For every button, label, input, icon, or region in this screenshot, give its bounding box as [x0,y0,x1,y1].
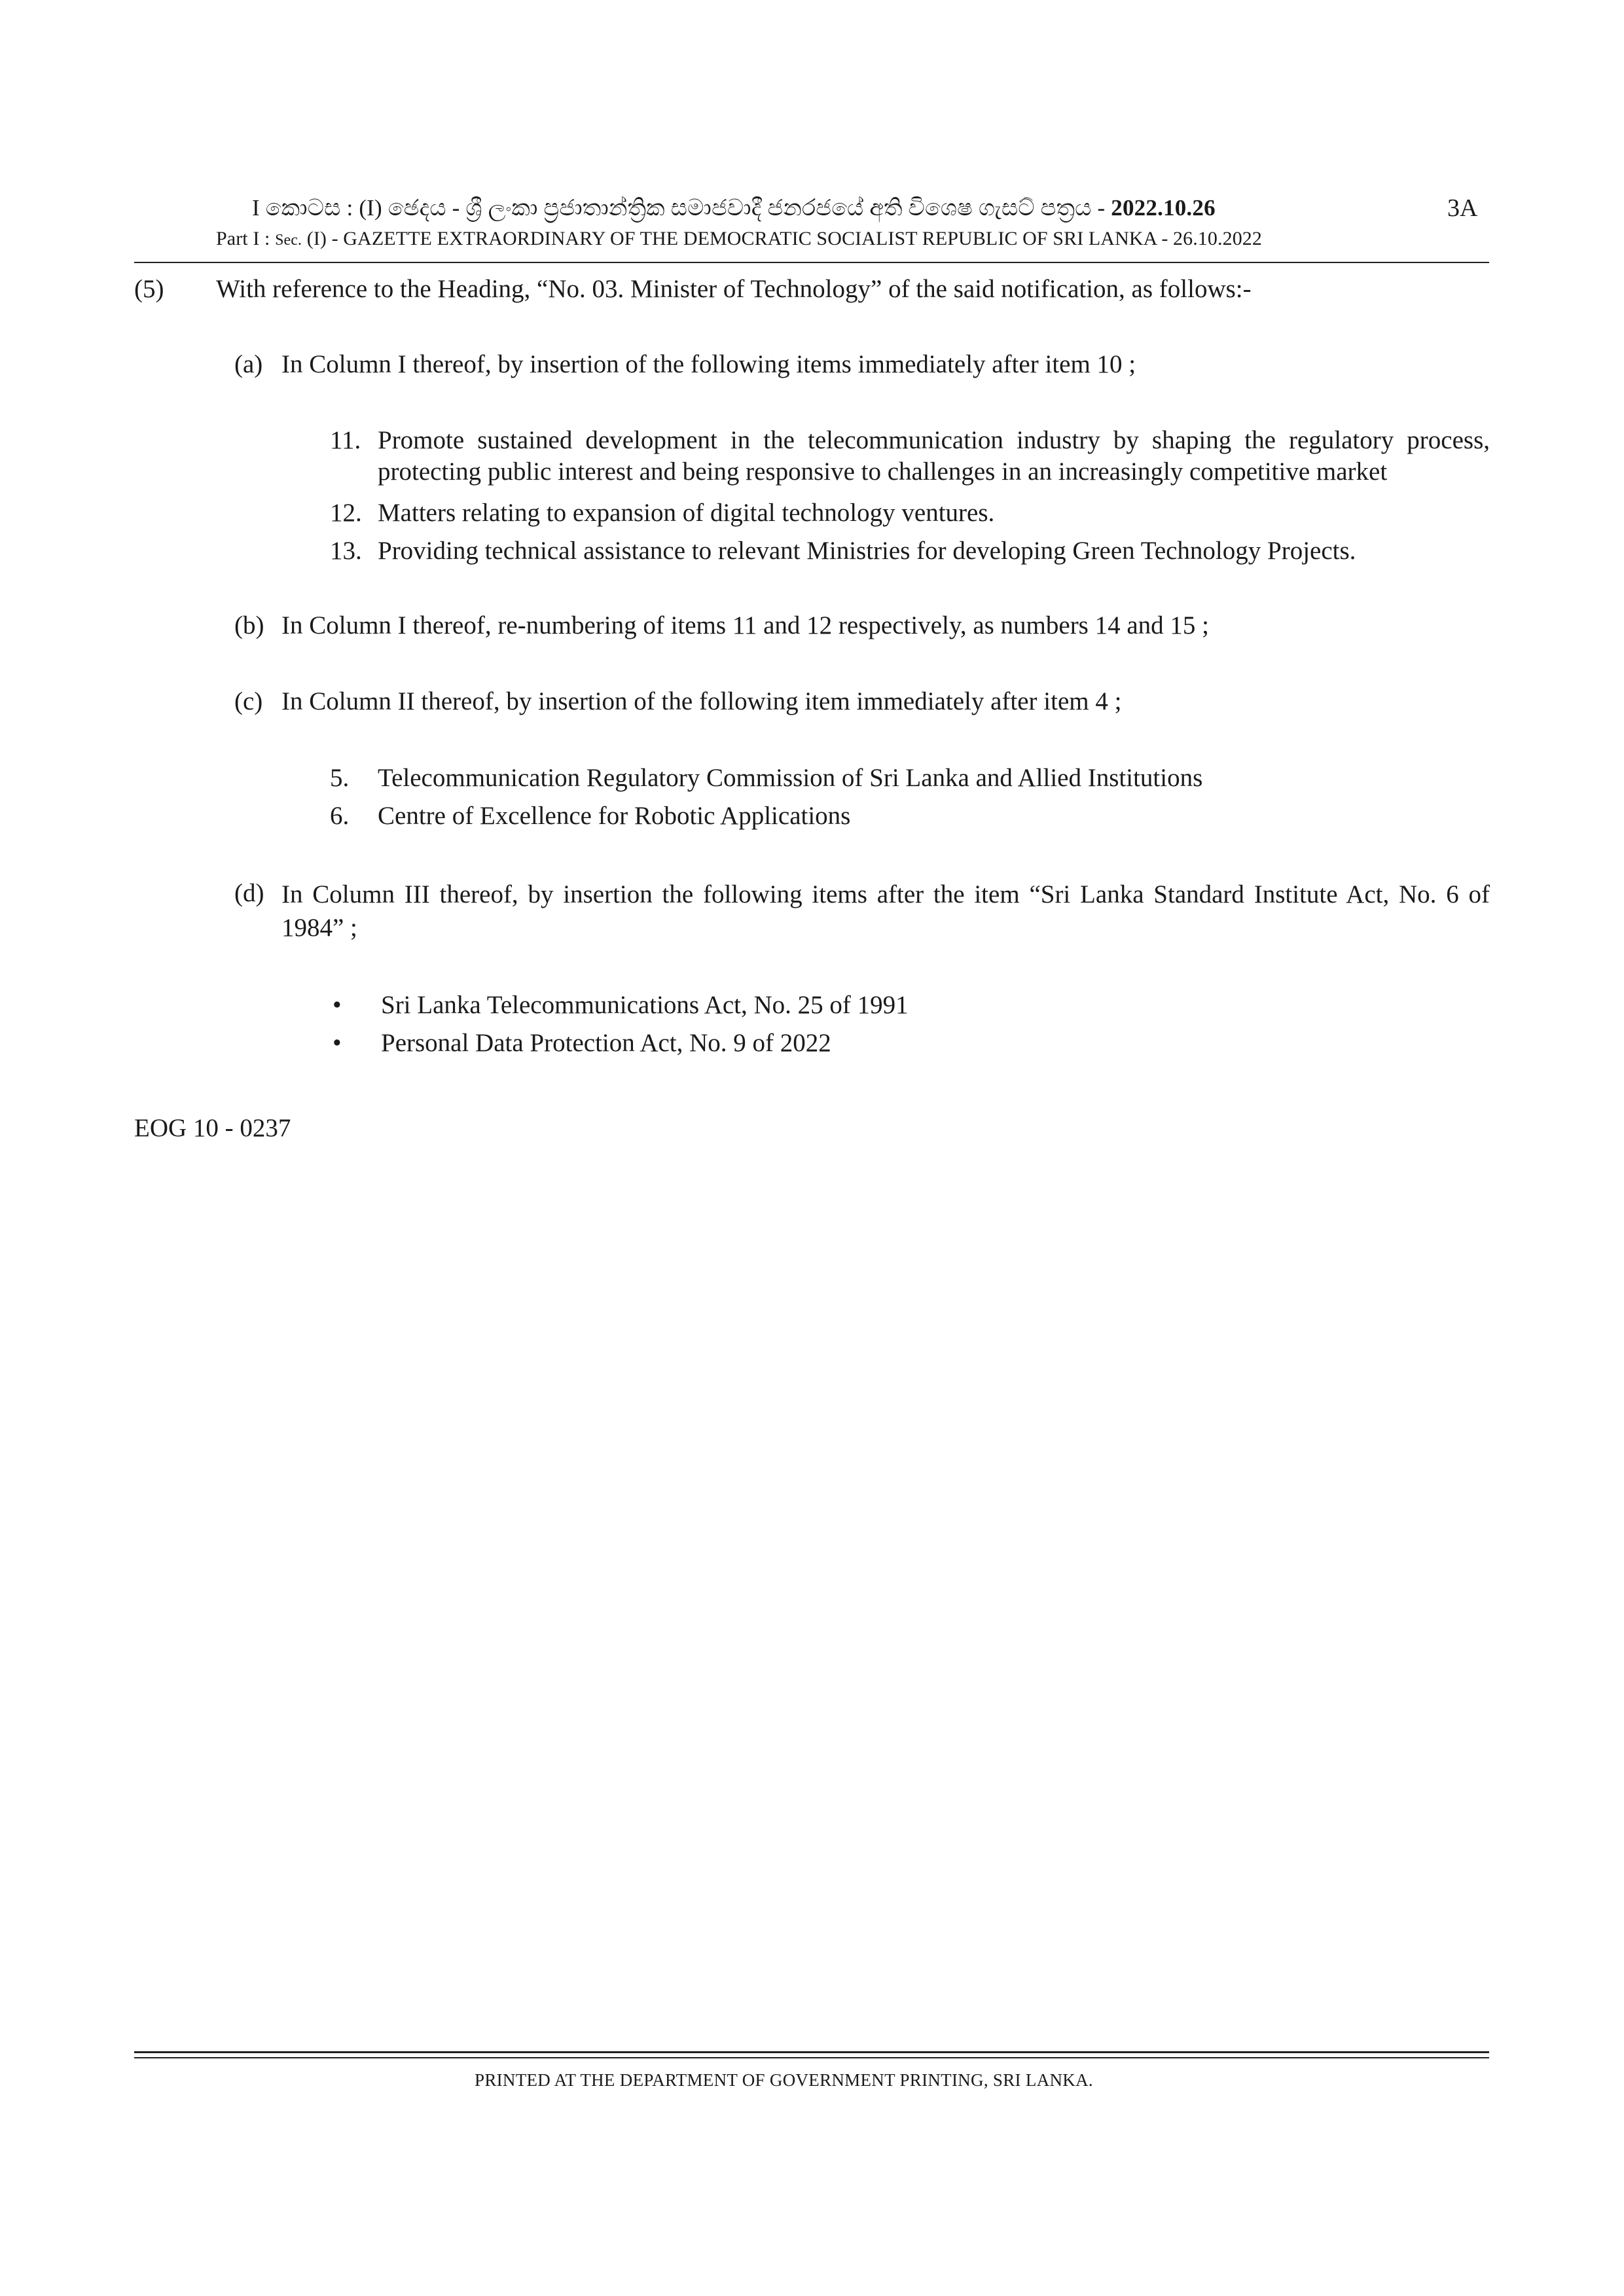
header-divider [134,262,1489,263]
section-number: (5) [134,275,164,303]
header-sec: Sec. [275,232,302,249]
header-part-number: I : [247,228,276,249]
subsection-c-label: (c) [234,687,263,715]
footer-divider-bottom [134,2057,1489,2058]
subsection-c-text: In Column II thereof, by insertion of the following item immediately after item 4 ; [281,687,1122,715]
subsection-d-text: In Column III thereof, by insertion the following items after the item “Sri Lanka Standard Institute Act, No. 6 of 1984” ; [281,880,1490,942]
bullet-marker: • [333,991,342,1019]
bullet-marker: • [333,1029,342,1057]
item-5-text: Telecommunication Regulatory Commission of Sri Lanka and Allied Institutions [378,764,1203,792]
footer-printer: PRINTED AT THE DEPARTMENT OF GOVERNMENT PRINTING, SRI LANKA. [475,2070,1093,2090]
item-12-number: 12. [330,499,362,527]
subsection-a-label: (a) [234,350,263,378]
header-english-line [216,228,1262,250]
header-english-title: (I) - GAZETTE EXTRAORDINARY OF THE DEMOCRATIC SOCIALIST REPUBLIC OF SRI LANKA - 26.10.2022 [302,228,1263,249]
item-5-number: 5. [330,764,350,792]
header-sinhala-line [252,195,1216,221]
item-6-number: 6. [330,802,350,830]
item-11-number: 11. [330,426,361,454]
bullet-item-telecom-act: Sri Lanka Telecommunications Act, No. 25 of 1991 [381,991,909,1019]
item-6-text: Centre of Excellence for Robotic Applications [378,802,851,830]
subsection-b-label: (b) [234,611,264,639]
subsection-a-text: In Column I thereof, by insertion of the following items immediately after item 10 ; [281,350,1136,378]
header-part: Part [216,228,248,249]
document-reference: EOG 10 - 0237 [134,1114,291,1142]
item-11-text: Promote sustained development in the telecommunication industry by shaping the regulatory process, protecting public interest and being responsive to challenges in an increasingly competitive market [378,426,1490,486]
item-13-text: Providing technical assistance to relevant Ministries for developing Green Technology Projects. [378,537,1356,565]
section-intro: With reference to the Heading, “No. 03. Minister of Technology” of the said notification, as follows:- [216,275,1252,303]
footer-divider-top [134,2051,1489,2053]
subsection-b-text: In Column I thereof, re-numbering of items 11 and 12 respectively, as numbers 14 and 15 ; [281,611,1210,639]
header-sinhala-text: I කොටස : (I) ඡෙදය - ශ්‍රී ලංකා ප්‍රජාතාන්ත්‍රික සමාජවාදී ජනරජයේ අති විශෙෂ ගැසට් පත්‍රය - [252,195,1106,221]
subsection-d-label: (d) [234,879,264,907]
item-12-text: Matters relating to expansion of digital technology ventures. [378,499,995,527]
bullet-item-data-protection-act: Personal Data Protection Act, No. 9 of 2022 [381,1029,831,1057]
item-13-number: 13. [330,537,362,565]
page-number: 3A [1447,194,1478,222]
header-sinhala-date: 2022.10.26 [1111,195,1216,221]
